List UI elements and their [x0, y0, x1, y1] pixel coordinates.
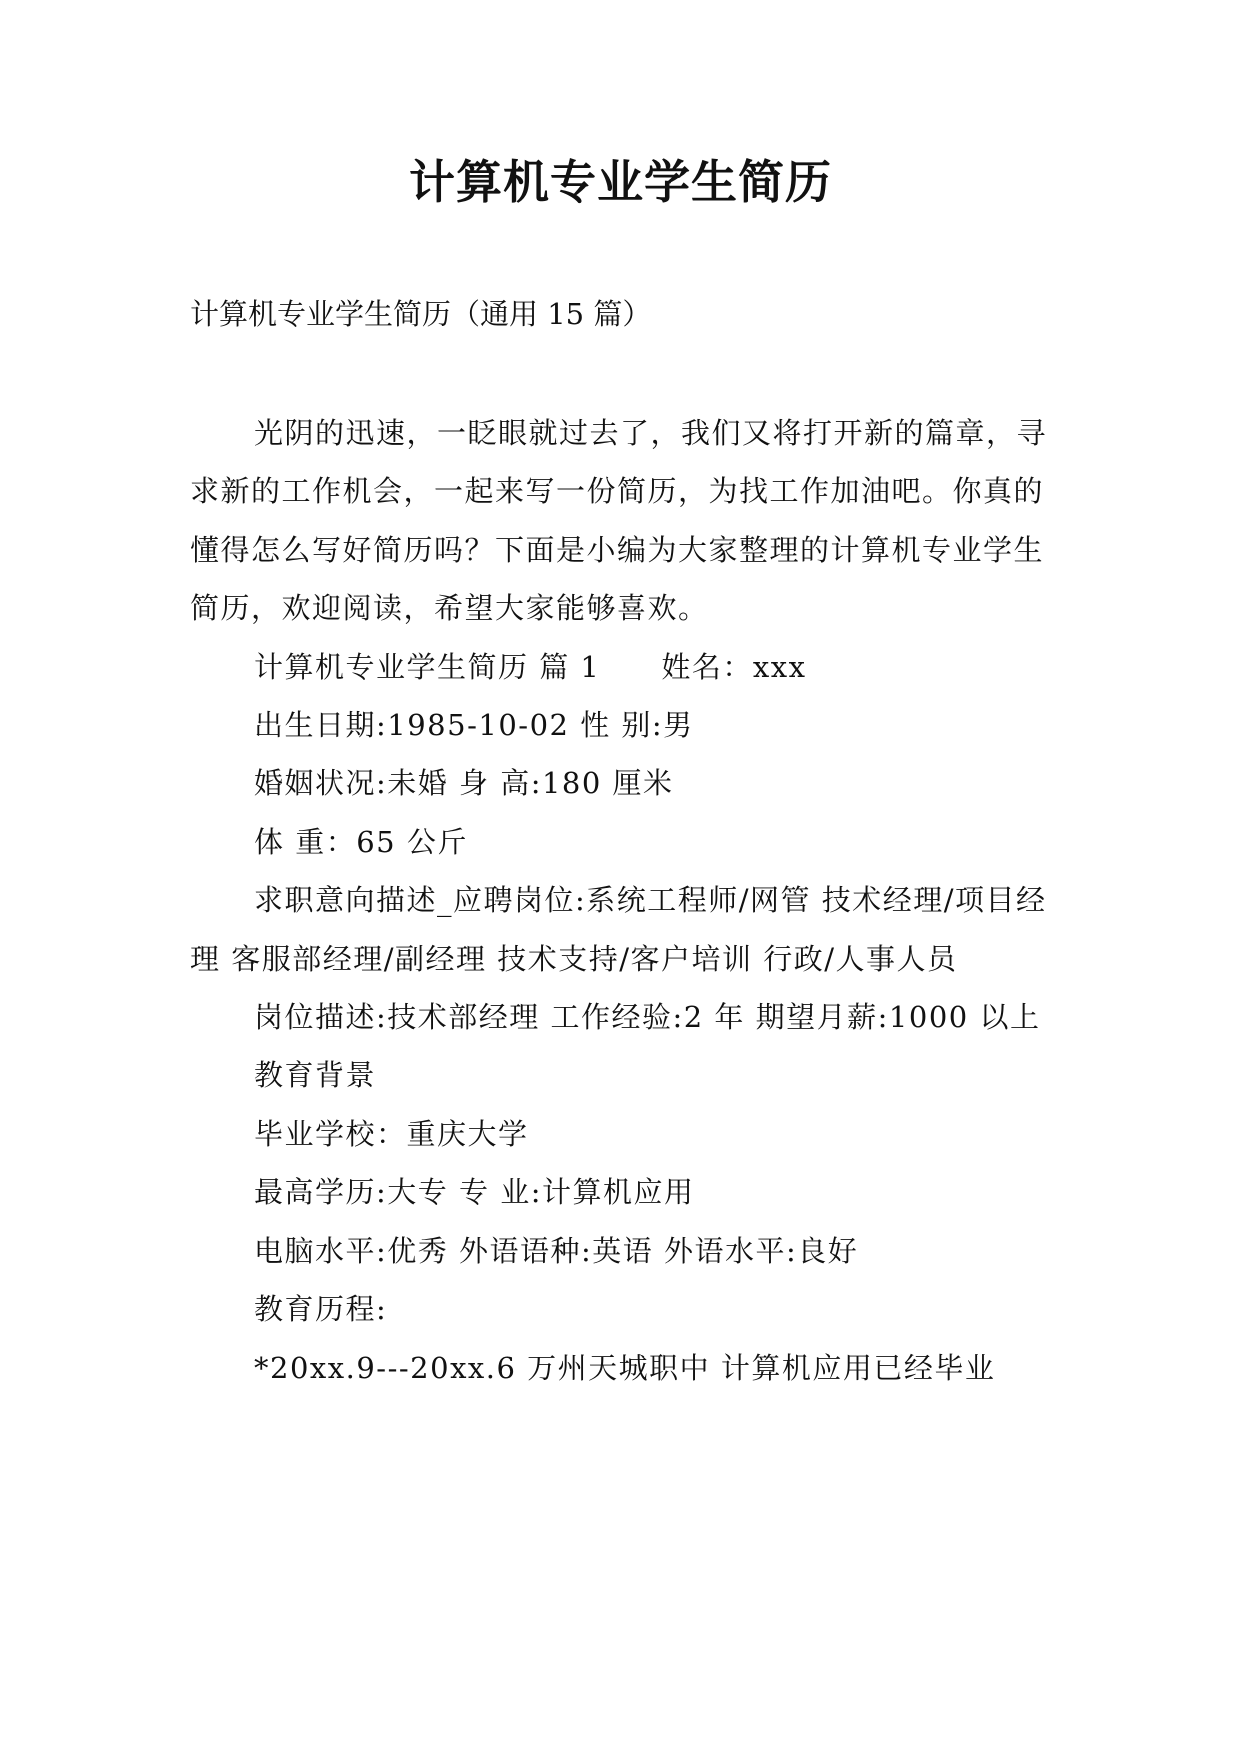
- document-subtitle: 计算机专业学生简历（通用 15 篇）: [190, 297, 652, 331]
- position-description-line: 岗位描述:技术部经理 工作经验:2 年 期望月薪:1000 以上: [254, 1000, 1041, 1035]
- intro-paragraph: 光阴的迅速，一眨眼就过去了，我们又将打开新的篇章，寻求新的工作机会，一起来写一份简历，为找工作加油吧。你真的懂得怎么写好简历吗？下面是小编为大家整理的计算机专业学生简历，欢迎阅读，希望大家能够喜欢。: [190, 416, 1048, 626]
- document-title: 计算机专业学生简历: [409, 155, 832, 209]
- education-history-entry: *20xx.9---20xx.6 万州天城职中 计算机应用已经毕业: [254, 1350, 996, 1385]
- resume-heading-name-line: 计算机专业学生简历 篇 1 姓名：xxx: [254, 649, 807, 684]
- education-background-heading: 教育背景: [254, 1058, 377, 1093]
- education-history-heading: 教育历程:: [254, 1292, 388, 1327]
- skills-language-line: 电脑水平:优秀 外语语种:英语 外语水平:良好: [254, 1233, 859, 1268]
- graduate-school-line: 毕业学校：重庆大学: [254, 1116, 529, 1151]
- marital-height-line: 婚姻状况:未婚 身 高:180 厘米: [254, 766, 674, 801]
- weight-line: 体 重：65 公斤: [254, 824, 468, 859]
- highest-degree-line: 最高学历:大专 专 业:计算机应用: [254, 1175, 695, 1210]
- document-body: [190, 404, 1050, 1397]
- birthdate-gender-line: 出生日期:1985-10-02 性 别:男: [254, 708, 694, 743]
- job-intention-line: 求职意向描述_应聘岗位:系统工程师/网管 技术经理/项目经理 客服部经理/副经理 技术支持/客户培训 行政/人事人员: [190, 883, 1047, 976]
